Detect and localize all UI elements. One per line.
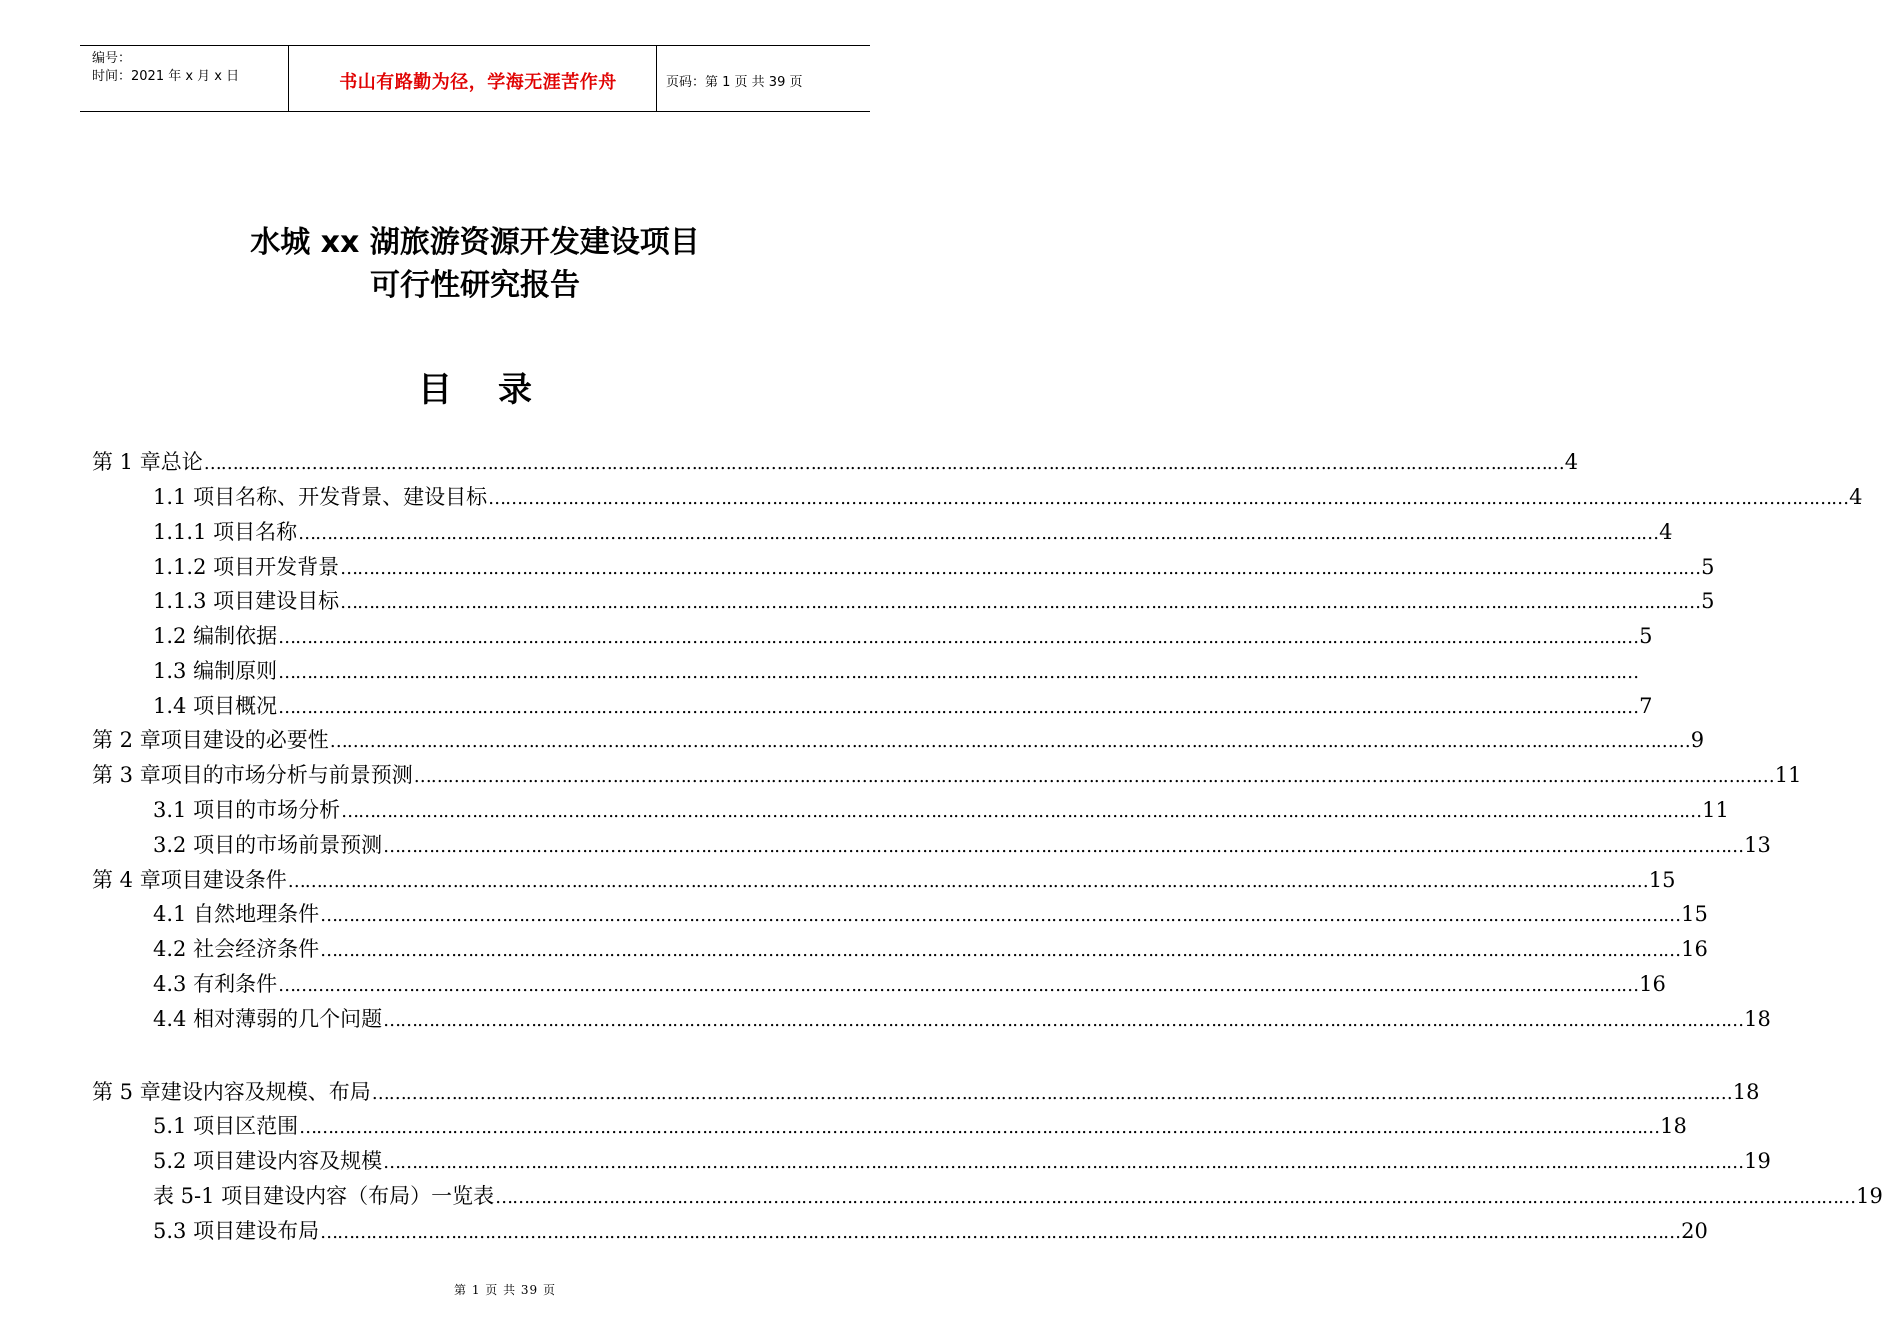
toc-page-number: 18 [1660,1114,1687,1138]
toc-entry-title: 1.1 项目名称、开发背景、建设目标 [153,485,488,509]
toc-entry [153,932,1708,966]
toc-leader-dots: …………………………………………………………………………………………………………………………………………………………………………………………………………………… [341,801,1702,822]
toc-entry-title: 1.1.1 项目名称 [153,520,298,544]
toc-leader-dots: …………………………………………………………………………………………………………………………………………………………………………………………………………………… [278,662,1639,683]
toc-entry [153,1214,1708,1248]
toc-page-number: 5 [1701,589,1715,613]
toc-entry [153,654,1639,688]
toc-page-number: 11 [1774,763,1802,787]
document-title: 水城 xx 湖旅游资源开发建设项目 [250,225,700,260]
toc-page-number: 5 [1639,624,1653,648]
toc-leader-dots: …………………………………………………………………………………………………………………………………………………………………………………………………………………… [340,558,1701,579]
toc-leader-dots: …………………………………………………………………………………………………………………………………………………………………………………………………………………… [203,453,1564,474]
toc-entry [92,758,1802,792]
toc-leader-dots: …………………………………………………………………………………………………………………………………………………………………………………………………………………… [320,1222,1681,1243]
toc-page-number: 4 [1849,485,1863,509]
toc-page-number: 20 [1681,1219,1708,1243]
toc-entry [153,967,1666,1001]
toc-leader-dots: …………………………………………………………………………………………………………………………………………………………………………………………………………………… [383,1152,1744,1173]
toc-page-number: 11 [1702,798,1729,822]
toc-entry [92,723,1705,757]
toc-page-number: 18 [1732,1080,1760,1104]
toc-entry-title: 5.2 项目建设内容及规模 [153,1149,383,1173]
toc-entry-title: 5.3 项目建设布局 [153,1219,320,1243]
toc-leader-dots: …………………………………………………………………………………………………………………………………………………………………………………………………………………… [413,766,1774,787]
toc-leader-dots: …………………………………………………………………………………………………………………………………………………………………………………………………………………… [278,627,1639,648]
toc-page-number: 16 [1639,972,1666,996]
toc-entry-title: 4.4 相对薄弱的几个问题 [153,1007,383,1031]
toc-entry [153,1109,1687,1143]
toc-entry-title: 1.2 编制依据 [153,624,278,648]
toc-leader-dots: …………………………………………………………………………………………………………………………………………………………………………………………………………………… [371,1083,1732,1104]
toc-entry-title: 1.4 项目概况 [153,694,278,718]
toc-leader-dots: …………………………………………………………………………………………………………………………………………………………………………………………………………………… [488,488,1849,509]
toc-page-number: 19 [1856,1184,1883,1208]
toc-leader-dots: …………………………………………………………………………………………………………………………………………………………………………………………………………………… [299,1117,1660,1138]
toc-page-number: 7 [1639,694,1653,718]
toc-entry-title: 1.3 编制原则 [153,659,278,683]
toc-leader-dots: …………………………………………………………………………………………………………………………………………………………………………………………………………………… [495,1187,1856,1208]
toc-entry [92,445,1579,479]
toc-chapter-number: 第 1 章 [92,450,161,474]
toc-page-number: 4 [1564,450,1579,474]
toc-page-number: 15 [1681,902,1708,926]
toc-leader-dots: …………………………………………………………………………………………………………………………………………………………………………………………………………………… [340,592,1701,613]
toc-chapter-number: 第 5 章 [92,1080,161,1104]
toc-entry [153,1179,1883,1213]
toc-entry-title: 4.1 自然地理条件 [153,902,320,926]
toc-entry-title: 1.1.3 项目建设目标 [153,589,340,613]
document-number-label: 编号： [92,51,132,66]
toc-entry-title: 3.2 项目的市场前景预测 [153,833,383,857]
header-divider [288,46,289,112]
toc-entry-title: 5.1 项目区范围 [153,1114,299,1138]
toc-entry-title: 3.1 项目的市场分析 [153,798,341,822]
toc-page-number: 19 [1744,1149,1771,1173]
toc-leader-dots: …………………………………………………………………………………………………………………………………………………………………………………………………………………… [278,697,1639,718]
toc-leader-dots: …………………………………………………………………………………………………………………………………………………………………………………………………………………… [383,836,1744,857]
toc-entry [153,828,1771,862]
toc-page-number: 13 [1744,833,1771,857]
toc-heading: 目录 [418,370,578,410]
toc-chapter-number: 第 4 章 [92,868,161,892]
toc-page-number: 16 [1681,937,1708,961]
toc-entry [153,897,1708,931]
toc-page-number: 5 [1701,555,1715,579]
toc-entry-title: 4.3 有利条件 [153,972,278,996]
toc-leader-dots: …………………………………………………………………………………………………………………………………………………………………………………………………………………… [329,731,1690,752]
header-divider [656,46,657,112]
toc-entry [153,480,1863,514]
toc-entry [92,1075,1760,1109]
document-time-label: 时间：2021 年 x 月 x 日 [92,69,240,84]
toc-entry-title: 总论 [160,450,203,474]
toc-page-number: 18 [1744,1007,1771,1031]
toc-entry-title: 建设内容及规模、布局 [160,1080,371,1104]
toc-leader-dots: …………………………………………………………………………………………………………………………………………………………………………………………………………………… [320,940,1681,961]
header-motto: 书山有路勤为径，学海无涯苦作舟 [339,72,617,93]
toc-entry [153,550,1715,584]
toc-entry [153,584,1715,618]
toc-entry-title: 表 5-1 项目建设内容（布局）一览表 [153,1184,495,1208]
header-page-number: 页码：第 1 页 共 39 页 [666,75,803,90]
toc-page-number: 9 [1690,728,1705,752]
toc-leader-dots: …………………………………………………………………………………………………………………………………………………………………………………………………………………… [298,523,1659,544]
toc-entry [153,619,1653,653]
toc-entry [153,793,1729,827]
page-header [80,45,870,112]
toc-entry-title: 1.1.2 项目开发背景 [153,555,340,579]
toc-leader-dots: …………………………………………………………………………………………………………………………………………………………………………………………………………………… [287,871,1648,892]
toc-page-number: 4 [1659,520,1673,544]
document-subtitle: 可行性研究报告 [370,268,580,303]
toc-leader-dots: …………………………………………………………………………………………………………………………………………………………………………………………………………………… [320,905,1681,926]
toc-entry [92,863,1676,897]
header-meta [92,50,239,86]
toc-entry-title: 项目建设条件 [160,868,287,892]
toc-leader-dots: …………………………………………………………………………………………………………………………………………………………………………………………………………………… [278,975,1639,996]
toc-leader-dots: …………………………………………………………………………………………………………………………………………………………………………………………………………………… [383,1010,1744,1031]
toc-entry [153,1002,1771,1036]
toc-page-number: 15 [1648,868,1676,892]
toc-entry-title: 4.2 社会经济条件 [153,937,320,961]
toc-entry-title: 项目建设的必要性 [160,728,329,752]
toc-entry [153,515,1673,549]
toc-entry-title: 项目的市场分析与前景预测 [160,763,413,787]
toc-entry [153,689,1653,723]
toc-chapter-number: 第 2 章 [92,728,161,752]
toc-entry [153,1144,1771,1178]
toc-chapter-number: 第 3 章 [92,763,161,787]
page-footer: 第 1 页 共 39 页 [454,1283,556,1297]
